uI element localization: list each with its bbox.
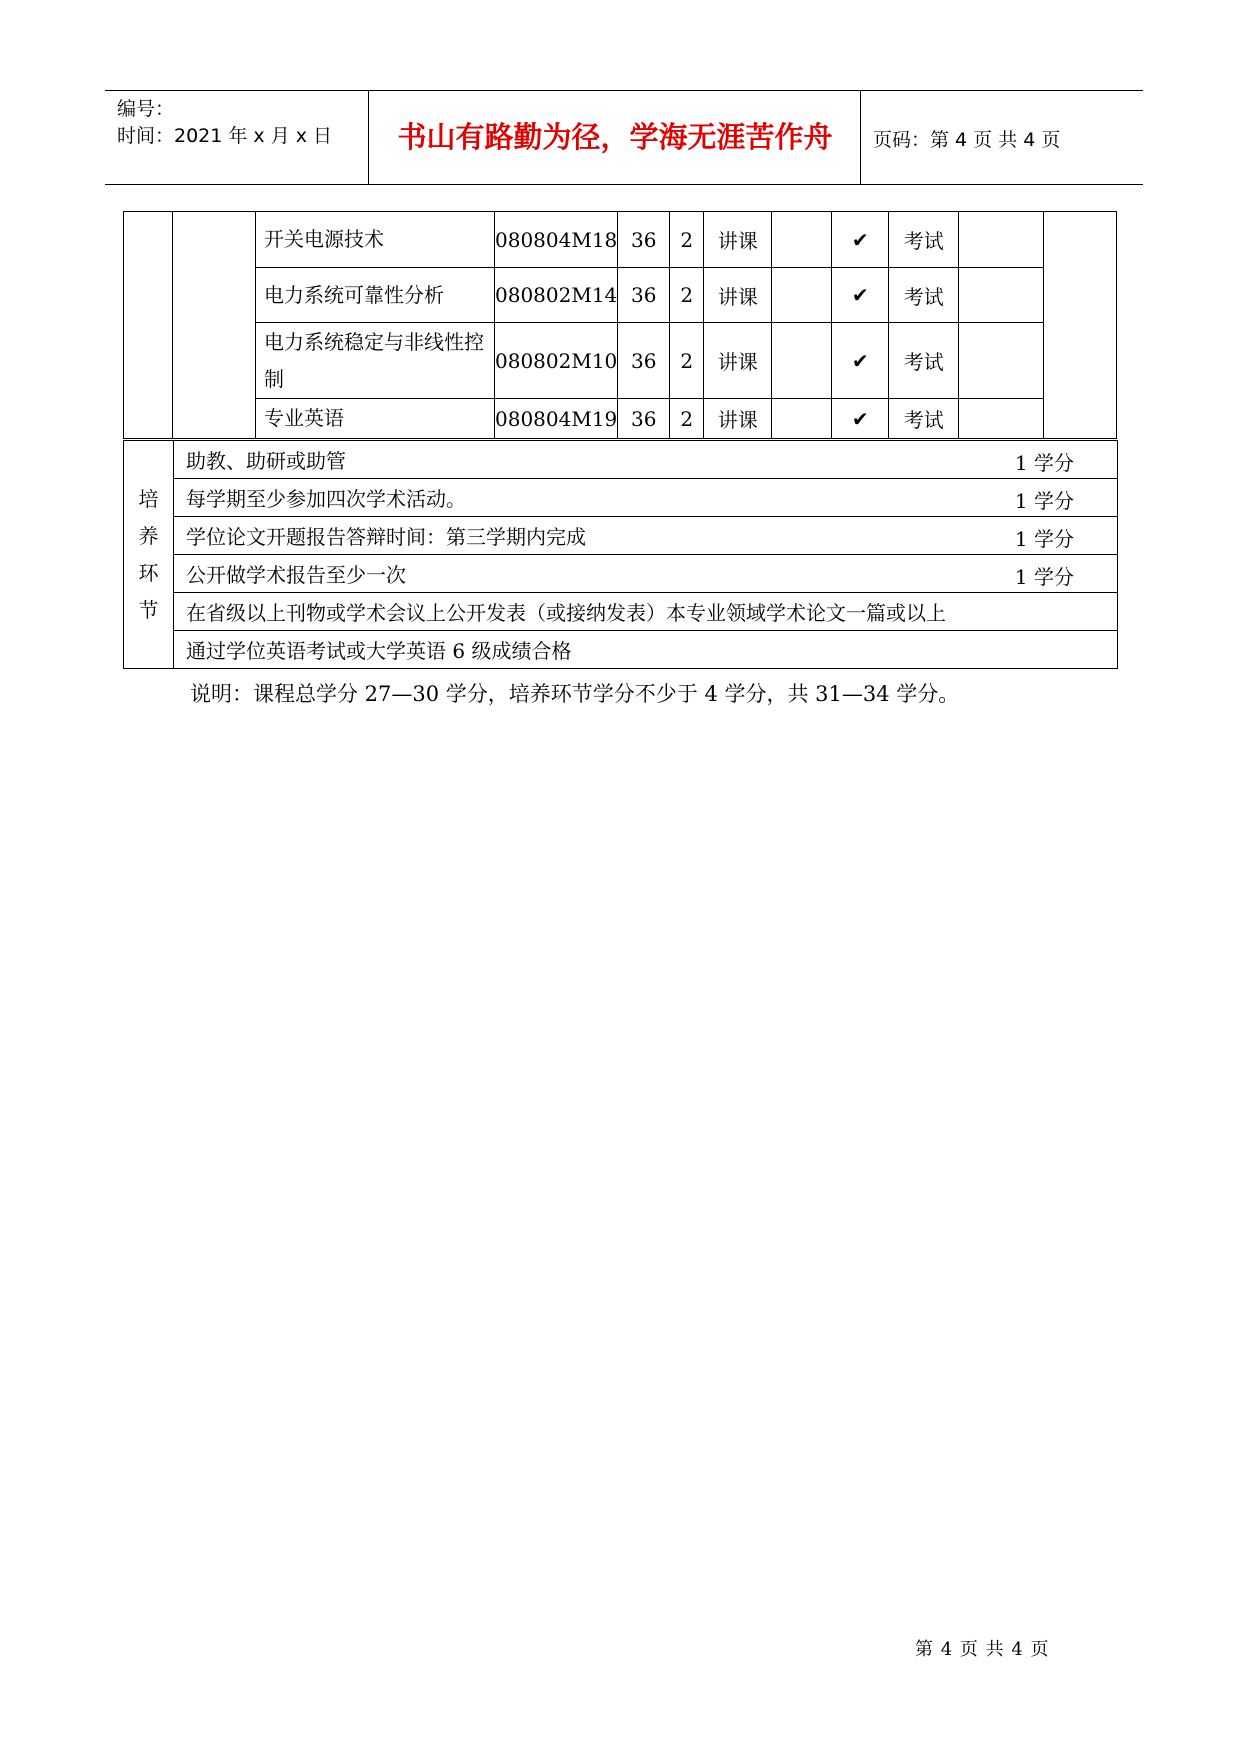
check-icon: ✔ (832, 212, 889, 268)
course-name: 电力系统稳定与非线性控制 (256, 323, 495, 399)
training-credit: 1 学分 (1014, 489, 1074, 513)
training-label: 培养环节 (124, 441, 174, 669)
course-hours: 36 (618, 212, 670, 268)
category-cell (124, 212, 173, 439)
course-credits: 2 (670, 323, 704, 399)
table-row (124, 631, 1118, 669)
course-method: 讲课 (704, 212, 772, 268)
subcategory-cell (173, 212, 256, 439)
course-table (123, 211, 1117, 439)
empty-cell (772, 212, 832, 268)
course-name: 专业英语 (256, 399, 495, 439)
check-icon: ✔ (832, 268, 889, 323)
course-name: 电力系统可靠性分析 (256, 268, 495, 323)
course-assessment: 考试 (889, 268, 959, 323)
training-item: 公开做学术报告至少一次 1 学分 (174, 555, 1118, 593)
course-hours: 36 (618, 399, 670, 439)
check-icon: ✔ (832, 399, 889, 439)
training-item: 每学期至少参加四次学术活动。 1 学分 (174, 479, 1118, 517)
right-cell (1044, 212, 1117, 439)
course-hours: 36 (618, 268, 670, 323)
course-method: 讲课 (704, 323, 772, 399)
table-row (124, 212, 1117, 268)
course-assessment: 考试 (889, 399, 959, 439)
training-credit: 1 学分 (1014, 451, 1074, 475)
training-table (123, 440, 1118, 669)
empty-cell (959, 399, 1044, 439)
course-code: 080804M19 (495, 399, 618, 439)
page-counter: 页码：第 4 页 共 4 页 (873, 129, 1061, 151)
course-assessment: 考试 (889, 212, 959, 268)
course-assessment: 考试 (889, 323, 959, 399)
header-divider (860, 91, 861, 184)
credit-note: 说明：课程总学分 27—30 学分，培养环节学分不少于 4 学分，共 31—34 学分。 (190, 682, 960, 706)
empty-cell (772, 268, 832, 323)
empty-cell (772, 323, 832, 399)
course-name: 开关电源技术 (256, 212, 495, 268)
course-credits: 2 (670, 399, 704, 439)
table-row (124, 441, 1118, 479)
page-header (105, 90, 1143, 185)
table-row (124, 517, 1118, 555)
training-item: 学位论文开题报告答辩时间：第三学期内完成 1 学分 (174, 517, 1118, 555)
table-row (124, 593, 1118, 631)
training-item: 助教、助研或助管 1 学分 (174, 441, 1118, 479)
empty-cell (959, 268, 1044, 323)
table-row (124, 479, 1118, 517)
course-credits: 2 (670, 212, 704, 268)
header-motto: 书山有路勤为径，学海无涯苦作舟 (397, 120, 833, 154)
table-row (124, 555, 1118, 593)
table-row (124, 323, 1117, 399)
empty-cell (772, 399, 832, 439)
empty-cell (959, 212, 1044, 268)
training-credit: 1 学分 (1014, 565, 1074, 589)
table-row (124, 268, 1117, 323)
course-code: 080802M14 (495, 268, 618, 323)
training-item: 在省级以上刊物或学术会议上公开发表（或接纳发表）本专业领域学术论文一篇或以上 (174, 593, 1118, 631)
course-code: 080802M10 (495, 323, 618, 399)
training-credit: 1 学分 (1014, 527, 1074, 551)
course-credits: 2 (670, 268, 704, 323)
course-method: 讲课 (704, 399, 772, 439)
empty-cell (959, 323, 1044, 399)
table-row (124, 399, 1117, 439)
page-footer: 第 4 页 共 4 页 (915, 1639, 1050, 1660)
check-icon: ✔ (832, 323, 889, 399)
course-code: 080804M18 (495, 212, 618, 268)
header-divider (368, 91, 369, 184)
time-label: 时间：2021 年 x 月 x 日 (117, 125, 333, 147)
training-item: 通过学位英语考试或大学英语 6 级成绩合格 (174, 631, 1118, 669)
course-hours: 36 (618, 323, 670, 399)
course-method: 讲课 (704, 268, 772, 323)
serial-label: 编号： (117, 98, 175, 120)
